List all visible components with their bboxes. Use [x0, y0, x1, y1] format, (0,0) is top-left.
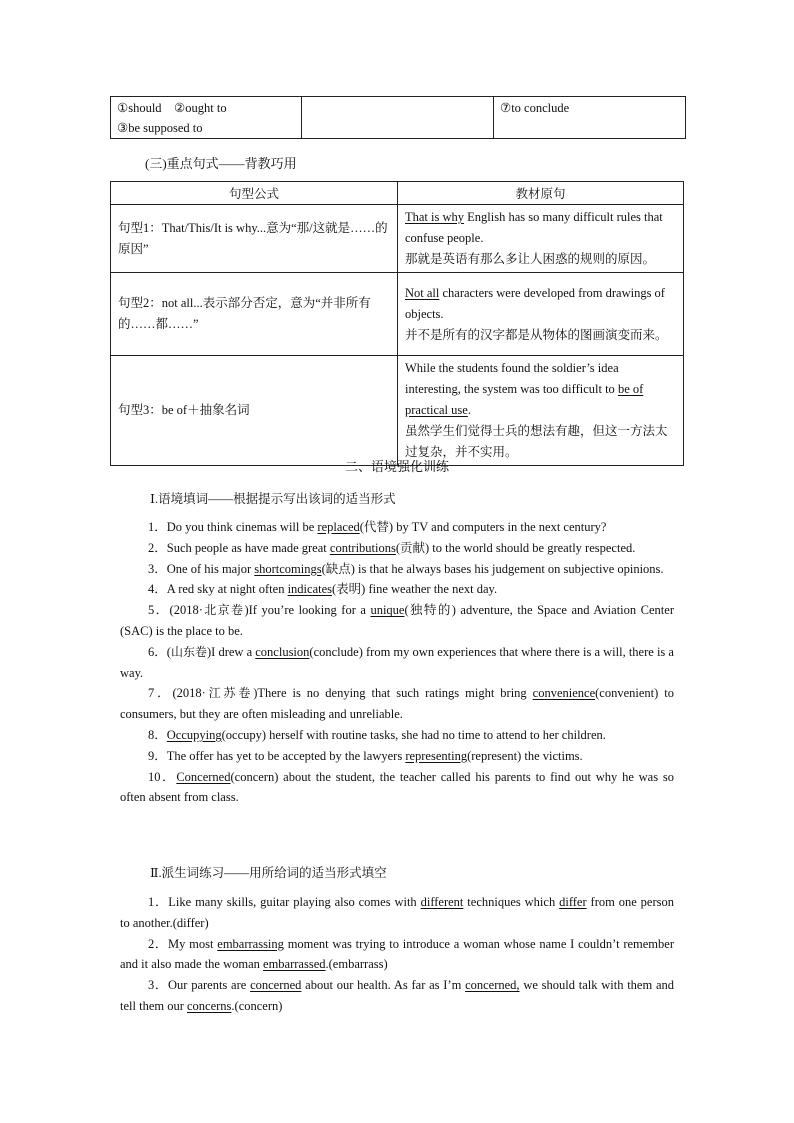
- example-text: .: [467, 403, 471, 417]
- item-text: )I drew a: [206, 644, 256, 659]
- exercise-2-title: Ⅱ.派生词练习——用所给词的适当形式填空: [150, 866, 387, 880]
- exercise-item: [120, 517, 674, 538]
- example-key-phrase: Not all: [405, 285, 440, 300]
- pattern-example: [398, 356, 684, 466]
- item-text: we should talk with them and tell them our: [120, 978, 674, 1013]
- pattern-formula: 句型2：not all...表示部分否定，意为“并非所有的……都……”: [111, 273, 398, 356]
- header-formula: 句型公式: [111, 182, 398, 205]
- item-text: (代替) by TV and computers in the next century?: [359, 520, 607, 534]
- item-text: (concern) about the student, the teacher called his parents to find out why he was so often absent from class.: [120, 769, 674, 805]
- answer-blank: differ: [559, 895, 587, 909]
- answer-blank: convenience: [532, 686, 596, 701]
- item-text: 2．My most: [148, 936, 218, 951]
- exam-source: 江苏卷: [205, 686, 254, 701]
- item-text: )There is no denying that such ratings might bring: [253, 686, 533, 701]
- part-2-title: 二、语境强化训练: [344, 459, 449, 474]
- item-text: 4．A red sky at night often: [148, 582, 288, 597]
- answer-blank: conclusion: [255, 644, 310, 659]
- vocab-cell-1-line-2: ③be supposed to: [117, 121, 203, 135]
- item-text: (贡献) to the world should be greatly respected.: [395, 540, 636, 555]
- item-text: 5．(2018·: [148, 603, 203, 618]
- item-text: 3．Our parents are: [148, 978, 251, 993]
- pattern-formula: 句型1：That/This/It is why...意为“那/这就是……的原因”: [111, 205, 398, 273]
- pattern-example: [398, 205, 684, 273]
- exercise-item: [120, 559, 674, 580]
- example-text: English has so many difficult rules that confuse people.: [405, 210, 663, 245]
- answer-blank: Concerned: [176, 769, 231, 784]
- table-row: [111, 273, 684, 356]
- vocab-cell-2-text: [302, 97, 493, 99]
- exercise-item: [120, 975, 674, 1017]
- pattern-example: [398, 273, 684, 356]
- exercise-item: [120, 767, 674, 809]
- example-text: characters were developed from drawings of objects.: [405, 285, 665, 321]
- example-translation: 虽然学生们觉得士兵的想法有趣，但这一方法太过复杂，并不实用。: [405, 424, 668, 459]
- exercise-1-list: [120, 517, 674, 808]
- example-key-phrase: That is why: [405, 210, 465, 224]
- table-row: [111, 205, 684, 273]
- item-text: (缺点) is that he always bases his judgement on subjective opinions.: [321, 561, 664, 576]
- item-text: )If you’re looking for a: [244, 603, 371, 618]
- answer-blank: shortcomings: [254, 561, 322, 576]
- exercise-item: [120, 642, 674, 684]
- exercise-item: [120, 746, 674, 767]
- item-text: (conclude) from my own experiences that where there is a will, there is a way.: [120, 644, 674, 680]
- item-text: 3．One of his major: [148, 561, 255, 576]
- exercise-2-list: [120, 892, 674, 1017]
- item-text: 10．: [148, 769, 177, 784]
- item-text: (occupy) herself with routine tasks, she had no time to attend to her children.: [221, 727, 606, 742]
- exam-source: 北京卷: [202, 603, 245, 618]
- exercise-item: [120, 683, 674, 725]
- answer-blank: different: [420, 895, 464, 909]
- item-text: .(concern): [231, 998, 283, 1013]
- answer-blank: concerned,: [465, 978, 520, 993]
- sentence-pattern-table: [110, 181, 684, 466]
- exercise-item: [120, 934, 674, 976]
- exercise-item: [120, 538, 674, 559]
- item-text: 6．(: [148, 644, 171, 659]
- answer-blank: embarrassing: [217, 936, 284, 951]
- answer-blank: Occupying: [166, 727, 222, 742]
- example-key-phrase: be of practical use: [405, 382, 644, 417]
- answer-blank: concerned: [250, 978, 302, 993]
- item-text: (表明) fine weather the next day.: [332, 582, 498, 597]
- item-text: 9．The offer has yet to be accepted by the lawyers: [148, 748, 406, 763]
- exercise-item: [120, 600, 674, 642]
- header-original-sentence: 教材原句: [398, 182, 684, 205]
- item-text: .(embarrass): [325, 957, 388, 972]
- item-text: from one person to another.(differ): [120, 895, 674, 930]
- exercise-item: [120, 725, 674, 746]
- item-text: techniques which: [463, 895, 560, 909]
- vocab-cell-3: [494, 97, 685, 138]
- answer-blank: contributions: [329, 540, 396, 555]
- item-text: (represent) the victims.: [467, 748, 583, 763]
- answer-blank: replaced: [317, 520, 360, 534]
- table-row: [111, 356, 684, 466]
- answer-blank: indicates: [287, 582, 333, 597]
- item-text: moment was trying to introduce a woman whose name I couldn’t remember and it also made the woman: [120, 936, 674, 972]
- answer-blank: representing: [405, 748, 468, 763]
- answer-blank: concerns: [187, 998, 232, 1013]
- item-text: (独特的) adventure, the Space and Aviation Center (SAC) is the place to be.: [120, 603, 674, 638]
- vocab-cell-1-line-1: ①should ②ought to: [117, 101, 227, 115]
- vocab-cell-2: [302, 97, 494, 138]
- table-header-row: [111, 182, 684, 205]
- exercise-1-title: Ⅰ.语境填词——根据提示写出该词的适当形式: [150, 492, 396, 506]
- exercise-item: [120, 892, 674, 934]
- example-text: While the students found the soldier’s idea interesting, the system was too difficult to: [405, 361, 619, 396]
- exercise-item: [120, 579, 674, 600]
- exam-source: 山东卷: [170, 644, 207, 659]
- example-translation: 并不是所有的汉字都是从物体的图画演变而来。: [405, 327, 668, 342]
- vocab-cell-3-text: ⑦to conclude: [500, 101, 570, 115]
- section-3-title: (三)重点句式——背教巧用: [145, 156, 297, 171]
- answer-blank: unique: [370, 603, 405, 618]
- item-text: 1．Like many skills, guitar playing also comes with: [148, 895, 421, 909]
- item-text: (convenient) to consumers, but they are often misleading and unreliable.: [120, 686, 674, 722]
- answer-blank: embarrassed: [263, 957, 326, 972]
- item-text: 8．: [148, 727, 167, 742]
- item-text: 2．Such people as have made great: [148, 540, 330, 555]
- vocab-table-fragment: [110, 96, 686, 139]
- item-text: 1．Do you think cinemas will be: [148, 520, 318, 534]
- example-translation: 那就是英语有那么多让人困惑的规则的原因。: [405, 252, 656, 266]
- item-text: 7．(2018·: [148, 686, 206, 701]
- pattern-formula: 句型3：be of＋抽象名词: [111, 356, 398, 466]
- vocab-cell-1: [111, 97, 302, 138]
- item-text: about our health. As far as I’m: [301, 978, 466, 993]
